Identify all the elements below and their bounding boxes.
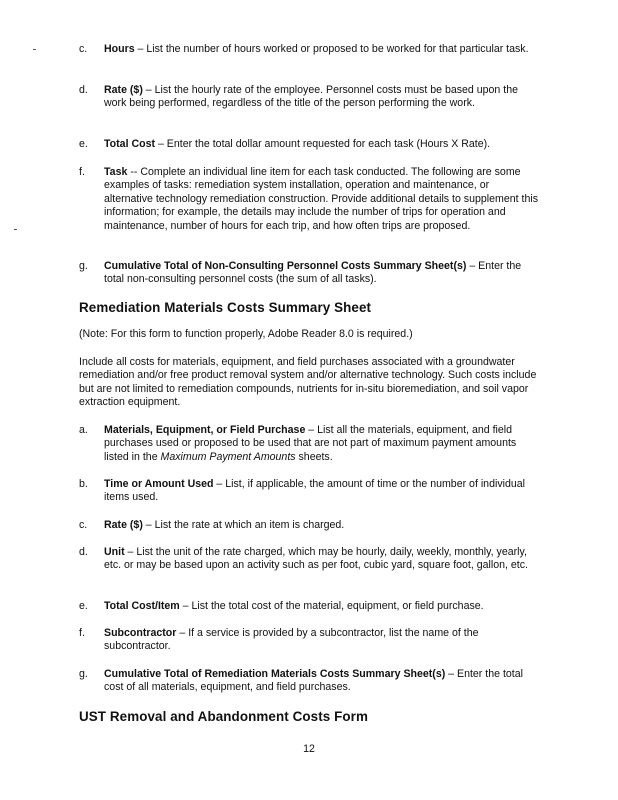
item-term: Total Cost/Item [104,600,180,612]
list-item-rate [79,84,539,111]
item-letter: f. [79,166,85,178]
item-separator: – [213,478,226,490]
item-separator: -- [127,166,141,178]
item-letter: e. [79,600,88,612]
margin-mark [33,49,36,50]
item-separator: – [466,260,479,272]
item-letter: c. [79,519,88,531]
item-text: List the unit of the rate charged, which may be hourly, daily, weekly, monthly, yearly, etc. or may be based upon an activity such as per foot, cubic yard, square foot, gallon, etc. [104,546,528,572]
item-text: List the rate at which an item is charged. [154,519,345,531]
item-letter: f. [79,627,85,639]
item-separator: – [142,84,155,96]
item-term: Cumulative Total of Remediation Materials Costs Summary Sheet(s) [104,668,446,680]
list-item-time-or-amount [79,478,539,505]
item-separator: – [176,627,189,639]
item-separator: – [124,546,137,558]
item-term: Hours [104,43,135,55]
item-text: List, if applicable, the amount of time or the number of individual items used. [104,478,525,504]
item-letter: b. [79,478,88,490]
item-letter: a. [79,424,88,436]
item-term: Task [104,166,128,178]
list-item-subcontractor [79,627,539,654]
item-separator: – [445,668,458,680]
item-letter: d. [79,84,88,96]
list-item-materials [79,424,539,464]
page-number: 12 [303,743,315,755]
item-text: Complete an individual line item for each task conducted. The following are some examples of tasks: remediation system installation, operation and maintenance, or alternative technology remediation construction. Provide additional details to supplement this information; for example, the details may include the number of trips for operation and maintenance, number of hours for each trip, and how often trips are proposed. [104,166,539,232]
item-text: List the number of hours worked or proposed to be worked for that particular task. [146,43,529,55]
note-paragraph: (Note: For this form to function properly, Adobe Reader 8.0 is required.) [79,328,413,340]
list-item-unit [79,546,539,573]
item-term: Unit [104,546,125,558]
list-item-hours [79,43,539,56]
item-separator: – [142,519,155,531]
item-term: Materials, Equipment, or Field Purchase [104,424,306,436]
item-text: List the total cost of the material, equipment, or field purchase. [191,600,484,612]
item-letter: g. [79,668,88,680]
item-text: List all the materials, equipment, and field purchases used or proposed to be used that are not part of maximum payment amounts listed in the [104,424,517,463]
list-item-total-cost-item [79,600,539,613]
section-heading: Remediation Materials Costs Summary Sheet [79,300,372,315]
intro-paragraph: Include all costs for materials, equipment, and field purchases associated with a groundwater remediation and/or free product removal system and/or alternative technology. Such costs include but are not limited to remediation compounds, nutrients for in-situ bioremediation, and soil vapor extraction equipment. [79,356,537,409]
item-text-italic: Maximum Payment Amounts [160,450,296,463]
item-term: Time or Amount Used [104,478,214,490]
list-item-cumulative-materials [79,668,539,695]
item-term: Cumulative Total of Non-Consulting Personnel Costs Summary Sheet(s) [104,260,467,272]
item-letter: c. [79,43,88,55]
list-item-total-cost [79,138,539,151]
item-text: If a service is provided by a subcontractor, list the name of the subcontractor. [104,627,479,653]
list-item-cumulative-personnel [79,260,539,287]
item-letter: e. [79,138,88,150]
item-text: Enter the total cost of all materials, equipment, and field purchases. [104,668,523,694]
item-text: List the hourly rate of the employee. Personnel costs must be based upon the work being performed, regardless of the title of the person performing the work. [104,84,518,110]
item-separator: – [155,138,167,150]
item-separator: – [134,43,147,55]
list-item-rate-materials [79,519,539,532]
item-text: Enter the total non-consulting personnel costs (the sum of all tasks). [104,260,522,286]
item-text: Enter the total dollar amount requested for each task (Hours X Rate). [166,138,491,150]
item-letter: g. [79,260,88,272]
list-item-task [79,166,539,233]
item-term: Subcontractor [104,627,177,639]
item-separator: – [179,600,192,612]
item-term: Rate ($) [104,84,143,96]
item-separator: – [305,424,318,436]
section-heading: UST Removal and Abandonment Costs Form [79,709,368,724]
item-text: sheets. [295,450,333,463]
item-letter: d. [79,546,88,558]
margin-mark [14,229,17,230]
item-term: Total Cost [104,138,156,150]
item-term: Rate ($) [104,519,143,531]
